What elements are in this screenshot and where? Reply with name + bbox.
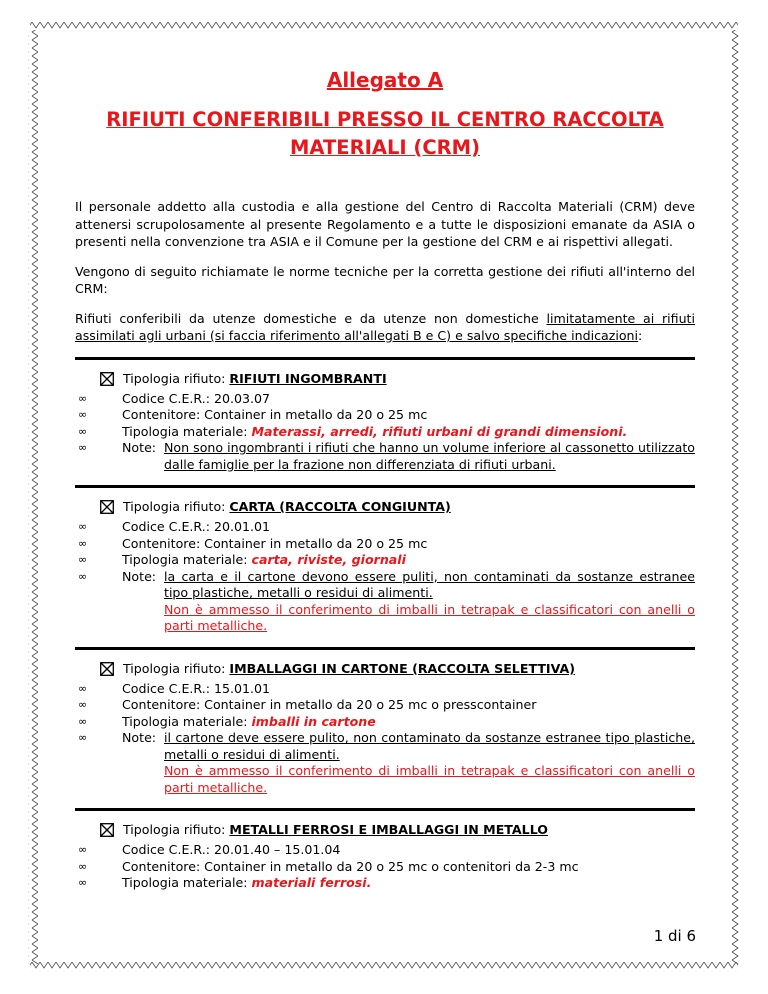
list-item	[75, 569, 695, 635]
list-item	[75, 697, 695, 714]
section-items	[75, 519, 695, 635]
list-item	[75, 424, 695, 441]
list-item	[75, 407, 695, 424]
contenitore-text: Contenitore: Container in metallo da 20 o 25 mc o presscontainer	[122, 697, 537, 712]
infinity-bullet-icon: ∞	[78, 536, 88, 550]
section-title: RIFIUTI INGOMBRANTI	[229, 370, 387, 386]
list-item	[75, 552, 695, 569]
codice-text: Codice C.E.R.: 20.01.40 – 15.01.04	[122, 842, 341, 857]
codice-text: Codice C.E.R.: 20.01.01	[122, 519, 271, 534]
materiale-label: Tipologia materiale:	[122, 875, 252, 890]
scope-text-after: :	[638, 328, 643, 343]
infinity-bullet-icon: ∞	[78, 843, 88, 856]
note-row	[122, 440, 695, 473]
materiale-value: carta, riviste, giornali	[251, 552, 406, 567]
list-item	[75, 859, 695, 876]
document-subtitle: RIFIUTI CONFERIBILI PRESSO IL CENTRO RACCOLTA MATERIALI (CRM)	[106, 108, 664, 159]
norms-paragraph: Vengono di seguito richiamate le norme tecniche per la corretta gestione dei rifiuti all'interno del CRM:	[75, 263, 695, 296]
infinity-bullet-icon: ∞	[78, 731, 88, 744]
document-title: Allegato A	[326, 68, 444, 92]
section-header	[100, 370, 695, 388]
infinity-bullet-icon: ∞	[78, 698, 88, 711]
note-label: Note:	[122, 440, 157, 455]
section-header	[100, 821, 695, 839]
materiale-label: Tipologia materiale:	[122, 552, 252, 567]
checked-box-icon	[100, 500, 114, 514]
waste-section-ingombranti	[75, 357, 695, 474]
infinity-bullet-icon: ∞	[78, 520, 88, 533]
infinity-bullet-icon: ∞	[78, 408, 88, 421]
scope-text-underlined: limitatamente ai rifiuti assimilati agli urbani (si faccia riferimento all'allegati B e C) e salvo specifiche indicazioni	[75, 310, 695, 343]
note-warning: Non è ammesso il conferimento di imballi in tetrapak e classificatori con anelli o parti metalliche.	[164, 601, 695, 633]
section-items	[75, 842, 695, 892]
codice-text: Codice C.E.R.: 15.01.01	[122, 680, 271, 696]
contenitore-text: Contenitore: Container in metallo da 20 o 25 mc	[122, 407, 428, 422]
codice-text: Codice C.E.R.: 20.03.07	[122, 390, 271, 406]
scope-text-before: Rifiuti conferibili da utenze domestiche e da utenze non domestiche	[75, 310, 547, 326]
note-row	[122, 569, 695, 635]
list-item	[75, 440, 695, 473]
note-row	[122, 730, 695, 796]
note-body: il cartone deve essere pulito, non contaminato da sostanze estranee tipo plastiche, metalli o residui di alimenti.	[164, 730, 695, 762]
infinity-bullet-icon: ∞	[78, 553, 88, 566]
page-number: 1 di 6	[653, 927, 696, 945]
materiale-value: Materassi, arredi, rifiuti urbani di grandi dimensioni.	[251, 423, 628, 439]
section-label: Tipologia rifiuto:	[123, 822, 226, 837]
infinity-bullet-icon: ∞	[78, 391, 88, 405]
list-item	[75, 519, 695, 536]
list-item	[75, 875, 695, 892]
infinity-bullet-icon: ∞	[78, 569, 88, 583]
section-header	[100, 498, 695, 516]
materiale-value: materiali ferrosi.	[251, 875, 372, 890]
waste-section-carta	[75, 485, 695, 635]
note-label: Note:	[122, 568, 157, 584]
section-label: Tipologia rifiuto:	[123, 660, 226, 676]
contenitore-text: Contenitore: Container in metallo da 20 o 25 mc	[122, 535, 428, 551]
note-text	[164, 730, 695, 796]
list-item	[75, 391, 695, 408]
section-label: Tipologia rifiuto:	[123, 499, 226, 514]
infinity-bullet-icon: ∞	[78, 441, 88, 454]
list-item	[75, 842, 695, 859]
list-item	[75, 536, 695, 553]
waste-section-imballaggi-cartone	[75, 647, 695, 797]
checked-box-icon	[100, 372, 114, 386]
checked-box-icon	[100, 823, 114, 837]
section-title: METALLI FERROSI E IMBALLAGGI IN METALLO	[229, 822, 548, 837]
materiale-label: Tipologia materiale:	[122, 423, 252, 439]
list-item	[75, 681, 695, 698]
section-items	[75, 681, 695, 797]
list-item	[75, 714, 695, 731]
note-text	[164, 569, 695, 635]
section-header	[100, 660, 695, 678]
note-label: Note:	[122, 730, 157, 745]
infinity-bullet-icon: ∞	[78, 859, 88, 873]
infinity-bullet-icon: ∞	[78, 424, 88, 438]
materiale-value: imballi in cartone	[251, 713, 376, 729]
infinity-bullet-icon: ∞	[78, 714, 88, 728]
materiale-label: Tipologia materiale:	[122, 713, 252, 729]
infinity-bullet-icon: ∞	[78, 681, 88, 695]
checked-box-icon	[100, 662, 114, 676]
contenitore-text: Contenitore: Container in metallo da 20 o 25 mc o contenitori da 2-3 mc	[122, 858, 579, 874]
section-label: Tipologia rifiuto:	[123, 370, 226, 386]
document-page	[75, 60, 695, 892]
list-item	[75, 730, 695, 796]
note-body: la carta e il cartone devono essere puliti, non contaminati da sostanze estranee tipo plastiche, metalli o residui di alimenti.	[164, 568, 695, 600]
note-warning: Non è ammesso il conferimento di imballi in tetrapak e classificatori con anelli o parti metalliche.	[164, 763, 695, 795]
section-title: IMBALLAGGI IN CARTONE (RACCOLTA SELETTIVA)	[229, 660, 575, 676]
note-body: Non sono ingombranti i rifiuti che hanno un volume inferiore al cassonetto utilizzato dalle famiglie per la frazione non differenziata di rifiuti urbani.	[164, 440, 695, 472]
section-items	[75, 391, 695, 474]
infinity-bullet-icon: ∞	[78, 876, 88, 889]
intro-paragraph: Il personale addetto alla custodia e alla gestione del Centro di Raccolta Materiali (CRM) deve attenersi scrupolosamente al presente Regolamento e a tutte le disposizioni emanate da ASIA o presenti nella convenzione tra ASIA e il Comune per la gestione del CRM e ai rispettivi allegati.	[75, 199, 695, 249]
scope-paragraph	[75, 310, 695, 345]
section-title: CARTA (RACCOLTA CONGIUNTA)	[229, 499, 451, 514]
note-text	[164, 440, 695, 473]
waste-section-metalli	[75, 808, 695, 892]
